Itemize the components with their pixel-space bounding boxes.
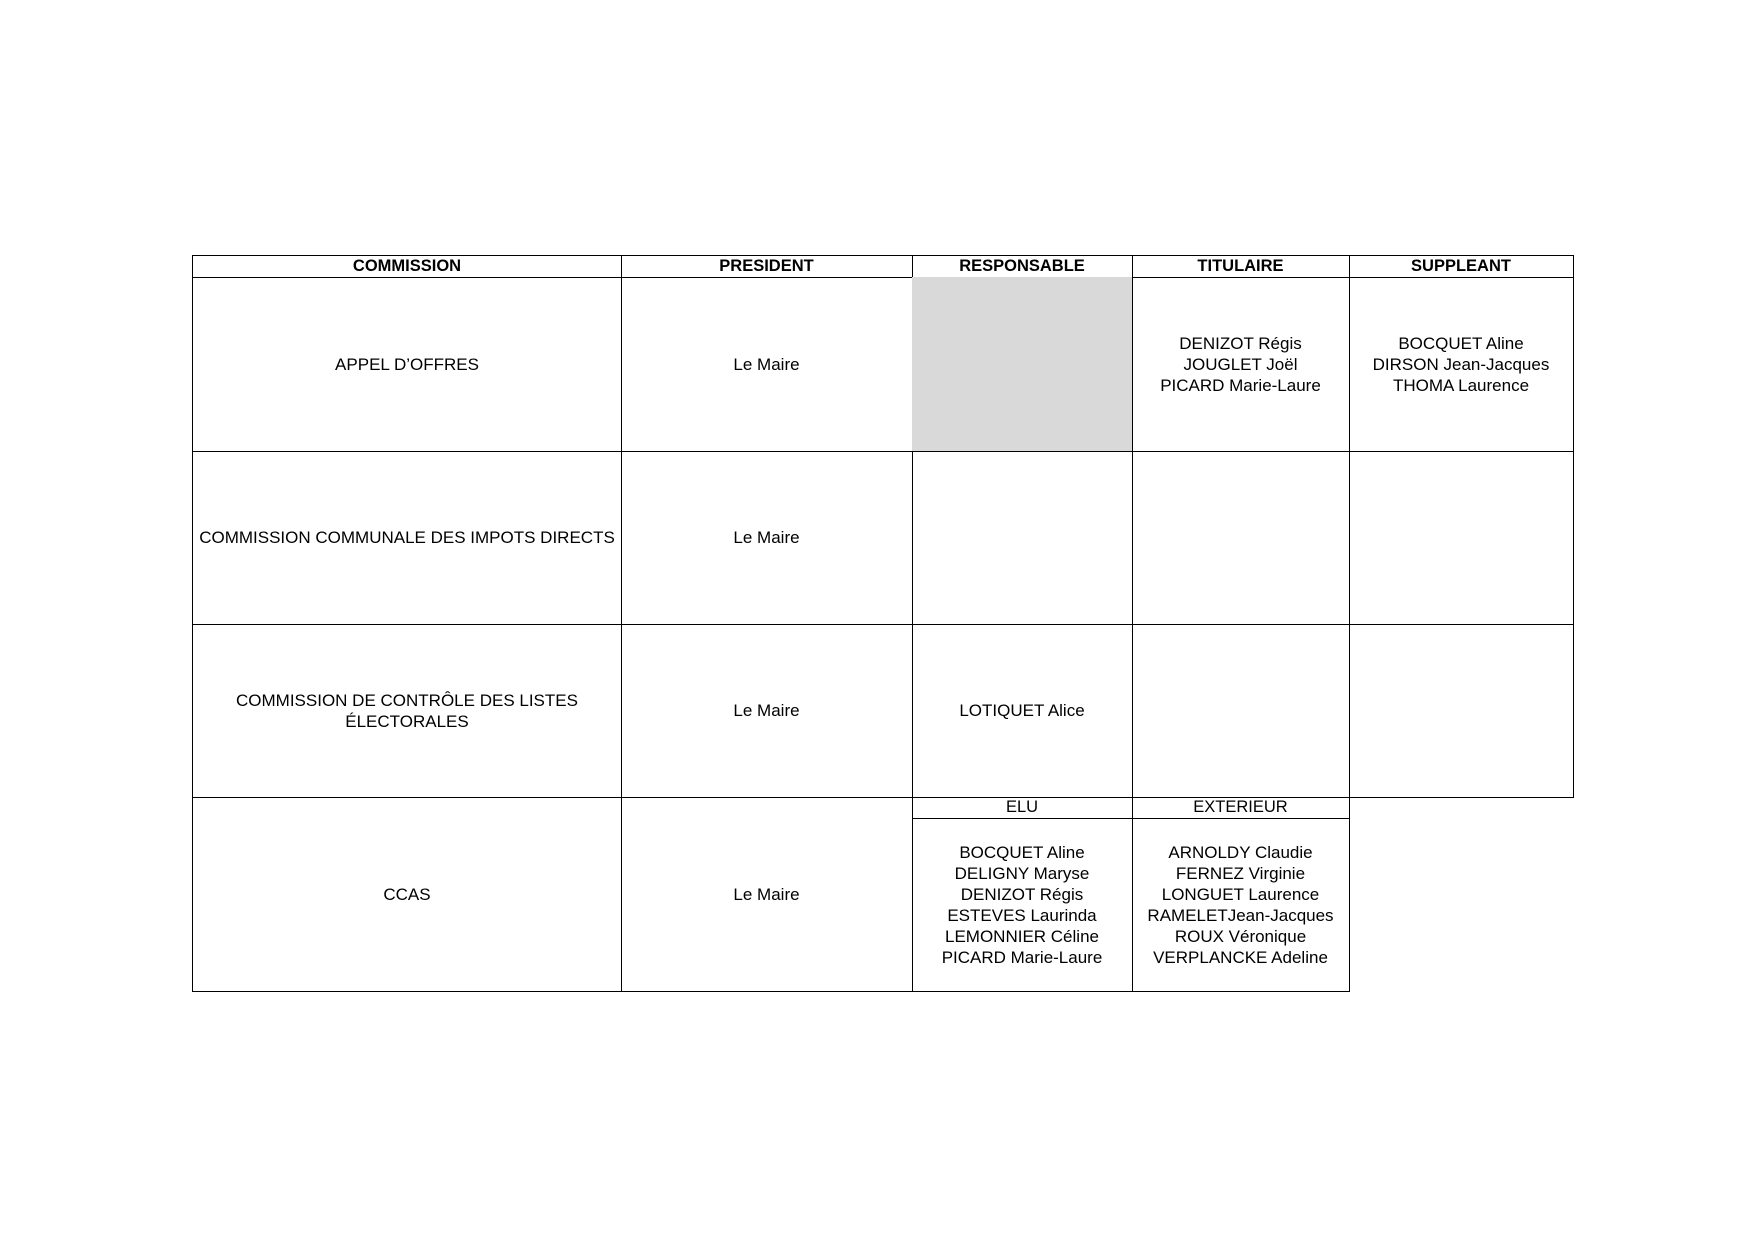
commission-name: COMMISSION DE CONTRÔLE DES LISTES ÉLECTORALES bbox=[236, 690, 578, 731]
ccas-exterieur-names: ARNOLDY Claudie FERNEZ Virginie LONGUET Laurence RAMELETJean-Jacques ROUX Véronique VERPLANCKE Adeline bbox=[1147, 842, 1334, 967]
president-name: Le Maire bbox=[733, 884, 800, 904]
table-row-3-responsable bbox=[912, 624, 1133, 798]
table-row-3-president bbox=[621, 624, 913, 798]
table-row-1-responsable bbox=[912, 277, 1133, 452]
table-row-2-titulaire bbox=[1132, 451, 1350, 625]
table-row-3-commission bbox=[192, 624, 622, 798]
header-responsable bbox=[912, 255, 1133, 278]
table-row-3-titulaire bbox=[1132, 624, 1350, 798]
header-president bbox=[621, 255, 913, 278]
header-president-label: PRESIDENT bbox=[719, 257, 814, 275]
table-row-3-suppleant bbox=[1349, 624, 1574, 798]
header-commission-label: COMMISSION bbox=[352, 257, 462, 275]
ccas-exterieur-members bbox=[1132, 818, 1350, 992]
table-row-1-president bbox=[621, 277, 913, 452]
table-row-2-suppleant bbox=[1349, 451, 1574, 625]
ccas-elu-names: BOCQUET Aline DELIGNY Maryse DENIZOT Régis ESTEVES Laurinda LEMONNIER Céline PICARD Marie-Laure bbox=[941, 842, 1103, 967]
ccas-exterieur-header bbox=[1132, 797, 1350, 819]
commission-name: COMMISSION COMMUNALE DES IMPOTS DIRECTS bbox=[199, 528, 615, 547]
table-row-2-responsable bbox=[912, 451, 1133, 625]
ccas-elu-header bbox=[912, 797, 1133, 819]
ccas-elu-header-label: ELU bbox=[1005, 798, 1039, 816]
titulaire-names: DENIZOT Régis JOUGLET Joël PICARD Marie-Laure bbox=[1160, 333, 1321, 395]
table-row-1-commission bbox=[192, 277, 622, 452]
president-name: Le Maire bbox=[733, 701, 800, 720]
header-commission bbox=[192, 255, 622, 278]
responsable-name: LOTIQUET Alice bbox=[959, 701, 1085, 720]
president-name: Le Maire bbox=[733, 528, 800, 547]
table-row-1-suppleant bbox=[1349, 277, 1574, 452]
table-row-4-president bbox=[621, 797, 913, 992]
header-titulaire-label: TITULAIRE bbox=[1197, 257, 1284, 275]
header-titulaire bbox=[1132, 255, 1350, 278]
commission-name: APPEL D’OFFRES bbox=[335, 354, 479, 374]
president-name: Le Maire bbox=[733, 354, 800, 374]
table-row-4-commission bbox=[192, 797, 622, 992]
ccas-elu-members bbox=[912, 818, 1133, 992]
table-row-1-titulaire bbox=[1132, 277, 1350, 452]
commission-name: CCAS bbox=[383, 884, 431, 904]
table-row-2-president bbox=[621, 451, 913, 625]
ccas-exterieur-header-label: EXTERIEUR bbox=[1193, 798, 1288, 816]
header-suppleant-label: SUPPLEANT bbox=[1411, 257, 1511, 275]
suppleant-names: BOCQUET Aline DIRSON Jean-Jacques THOMA Laurence bbox=[1372, 333, 1550, 395]
header-responsable-label: RESPONSABLE bbox=[959, 257, 1085, 275]
header-suppleant bbox=[1349, 255, 1574, 278]
table-row-2-commission bbox=[192, 451, 622, 625]
